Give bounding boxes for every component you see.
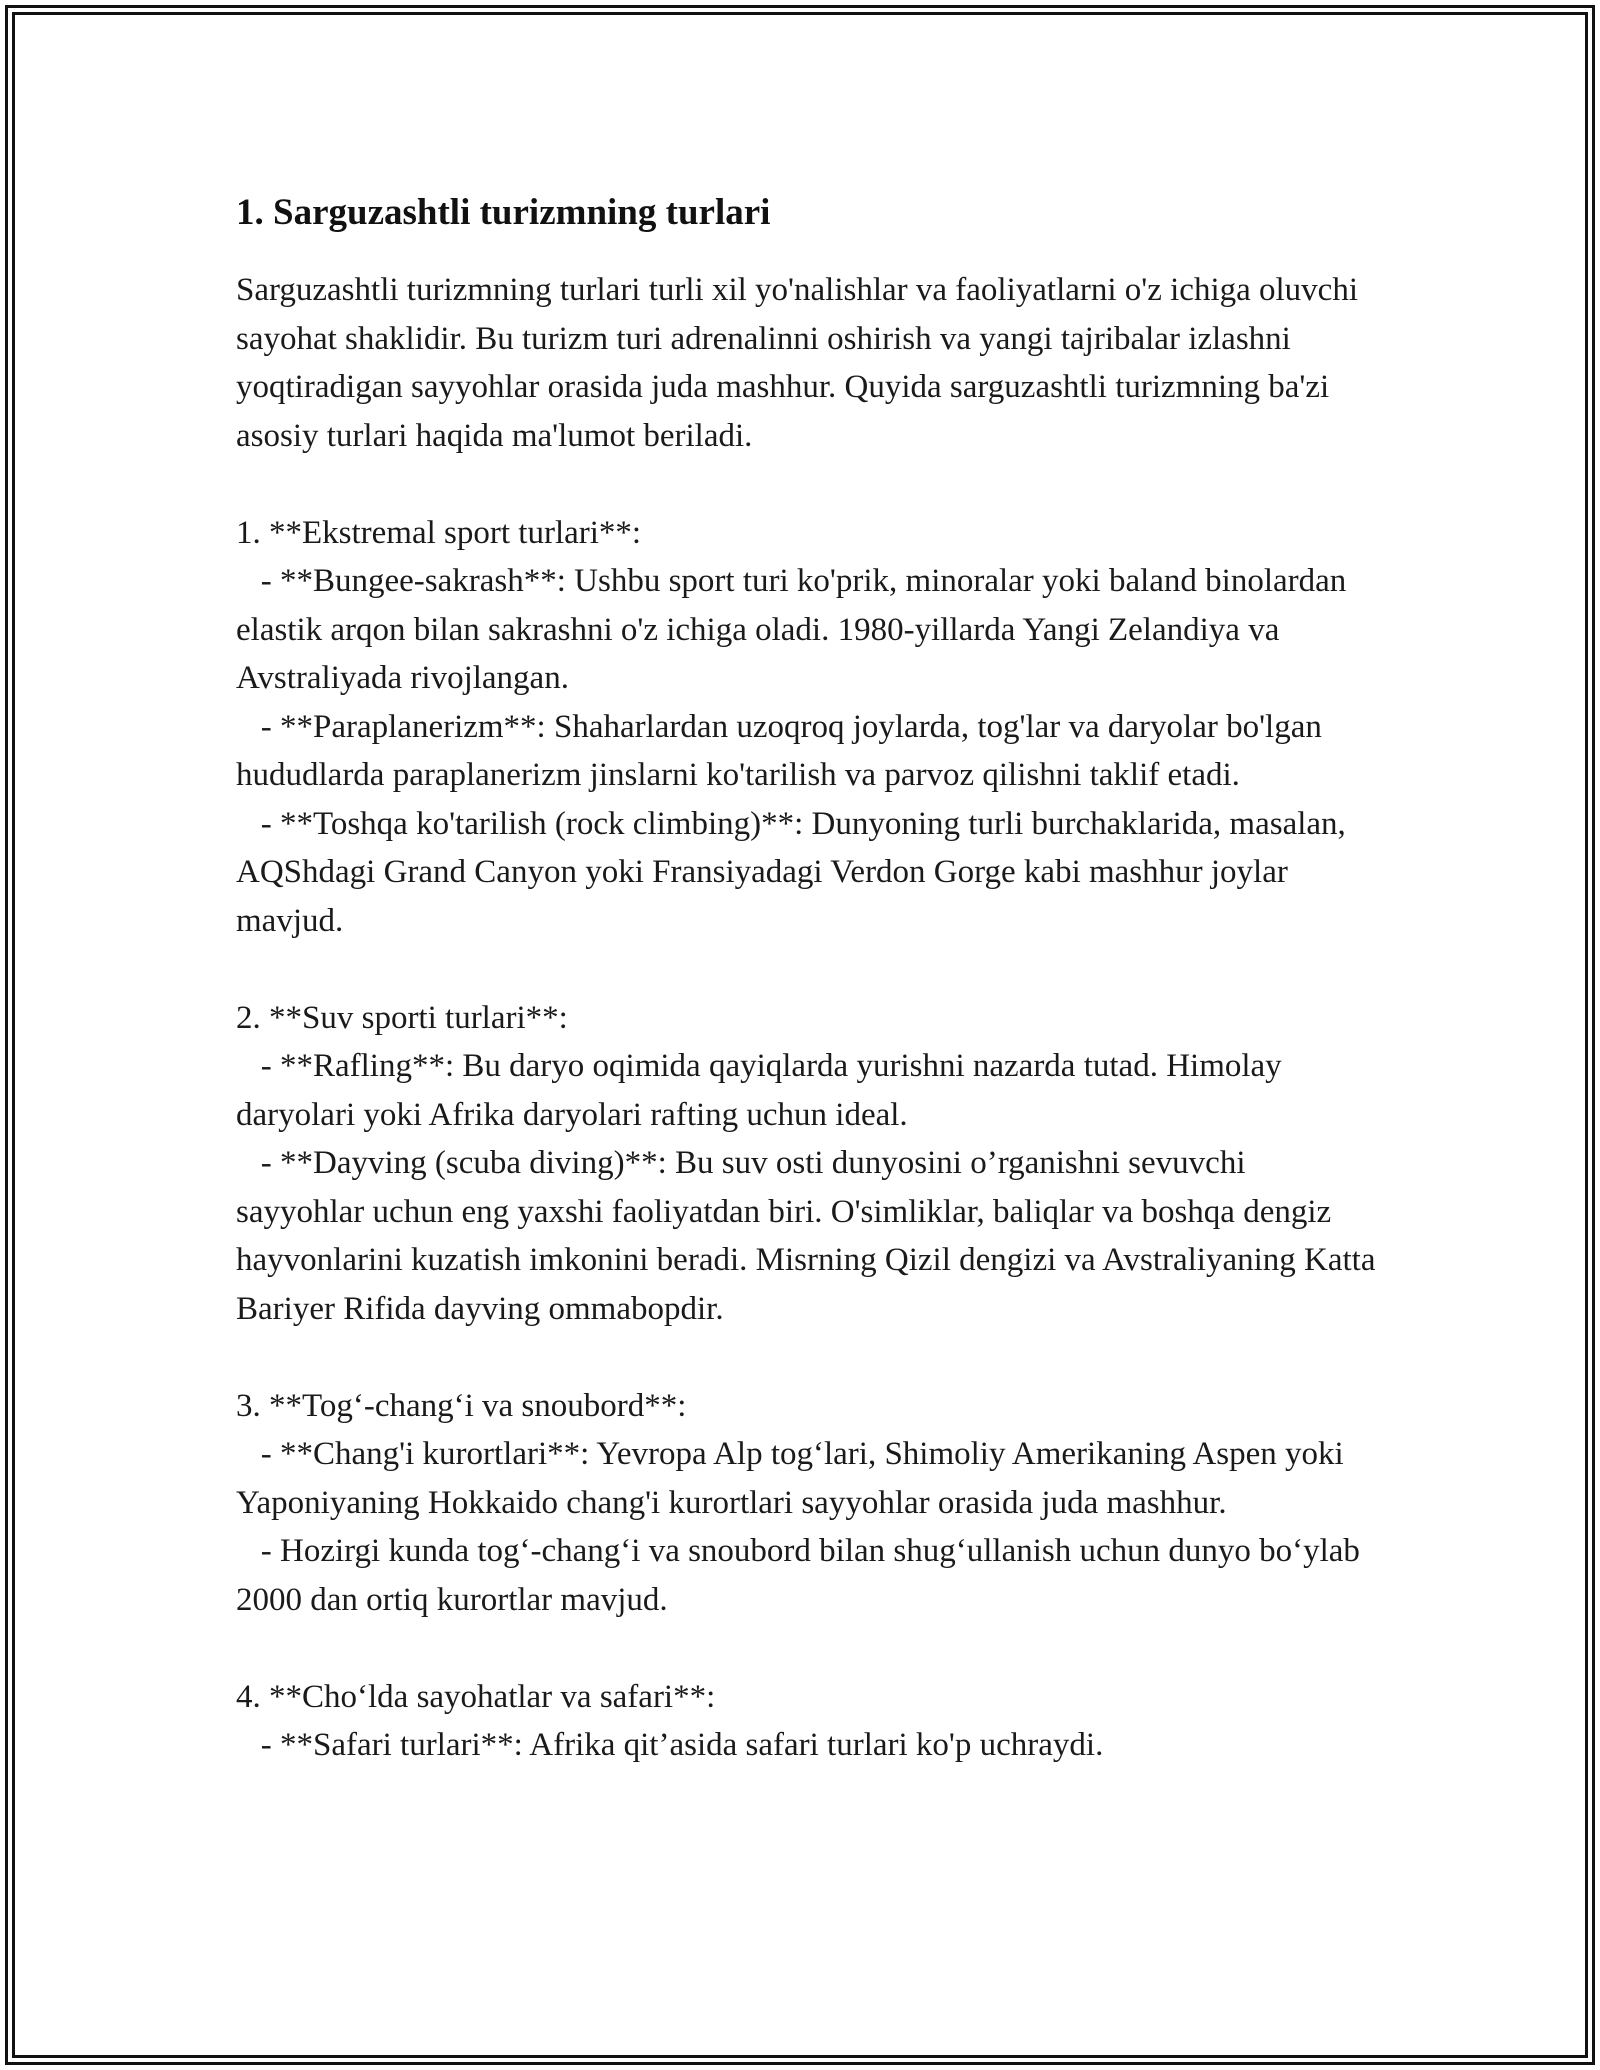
list-item: - **Chang'i kurortlari**: Yevropa Alp tog‘lari, Shimoliy Amerikaning Aspen yoki Yaponiyaning Hokkaido chang'i kurortlari sayyohlar orasida juda mashhur. [236, 1436, 1351, 1521]
section-heading: 3. **Tog‘-chang‘i va snoubord**: [236, 1387, 687, 1424]
section-water-sports [236, 994, 1384, 1334]
section-desert-safari [236, 1673, 1376, 1770]
list-item: - **Rafling**: Bu daryo oqimida qayiqlarda yurishni nazarda tutad. Himolay daryolari yoki Afrika daryolari rafting uchun ideal. [236, 1048, 1290, 1133]
list-item: - **Bungee-sakrash**: Ushbu sport turi ko'prik, minoralar yoki baland binolardan elastik arqon bilan sakrashni o'z ichiga oladi. 1980-yillarda Yangi Zelandiya va Avstraliyada rivojlangan. [236, 563, 1355, 696]
list-item: - Hozirgi kunda tog‘-chang‘i va snoubord bilan shug‘ullanish uchun dunyo bo‘ylab 2000 dan ortiq kurortlar mavjud. [236, 1533, 1369, 1618]
section-heading: 4. **Cho‘lda sayohatlar va safari**: [236, 1678, 716, 1715]
intro-paragraph: Sarguzashtli turizmning turlari turli xil yo'nalishlar va faoliyatlarni o'z ichiga oluvchi sayohat shaklidir. Bu turizm turi adrenalinni oshirish va yangi tajribalar izlashni yoqtiradigan sayyohlar orasida juda mashhur. Quyida sarguzashtli turizmning ba'zi asosiy turlari haqida ma'lumot beriladi. [236, 272, 1358, 454]
section-extreme-sports [236, 509, 1376, 946]
section-heading: 1. **Ekstremal sport turlari**: [236, 514, 642, 551]
list-item: - **Paraplanerizm**: Shaharlardan uzoqroq joylarda, tog'lar va daryolar bo'lgan hududlarda paraplanerizm jinslarni ko'tarilish va parvoz qilishni taklif etadi. [236, 708, 1331, 793]
document-body [236, 186, 1384, 1770]
list-item: - **Safari turlari**: Afrika qit’asida safari turlari ko'p uchraydi. [236, 1727, 1104, 1763]
list-item: - **Toshqa ko'tarilish (rock climbing)**: Dunyoning turli burchaklarida, masalan, AQShdagi Grand Canyon yoki Fransiyadagi Verdon Gorge kabi mashhur joylar mavjud. [236, 805, 1353, 939]
document-title: 1. Sarguzashtli turizmning turlari [236, 192, 771, 233]
list-item: - **Dayving (scuba diving)**: Bu suv osti dunyosini o’rganishni sevuvchi sayyohlar uchun eng yaxshi faoliyatdan biri. O'simliklar, baliqlar va boshqa dengiz hayvonlarini kuzatish imkonini beradi. Misrning Qizil dengizi va Avstraliyaning Katta Bariyer Rifida dayving ommabopdir. [236, 1145, 1384, 1327]
section-ski-snowboard [236, 1382, 1376, 1625]
section-heading: 2. **Suv sporti turlari**: [236, 999, 568, 1036]
